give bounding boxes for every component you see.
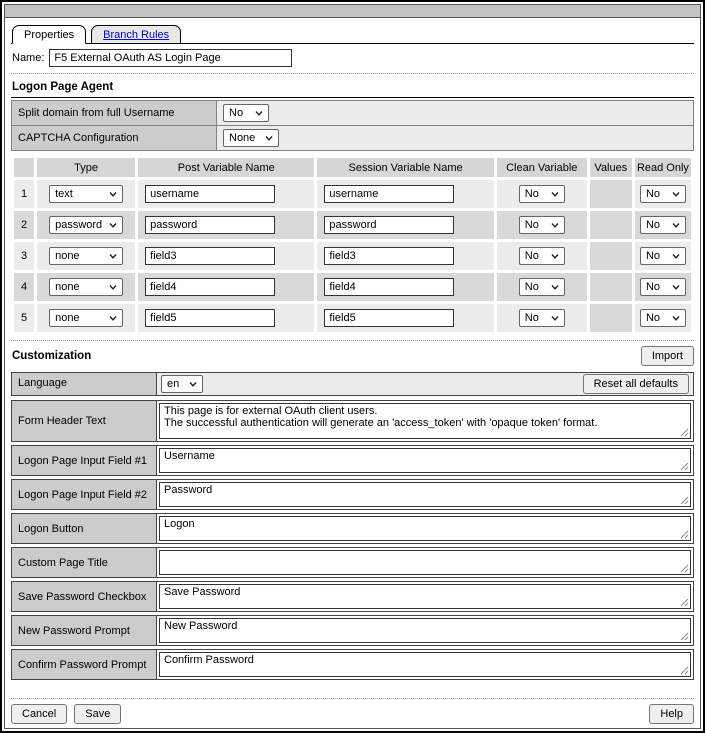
post-variable-input-2[interactable] bbox=[145, 216, 275, 234]
values-cell bbox=[590, 304, 632, 332]
chevron-down-icon bbox=[255, 107, 263, 119]
table-row bbox=[14, 242, 691, 270]
custom-page-title-textarea[interactable] bbox=[159, 550, 691, 575]
select-value: No bbox=[645, 281, 660, 293]
post-variable-input-3[interactable] bbox=[145, 247, 275, 265]
field-label: Logon Button bbox=[12, 514, 157, 543]
row-number: 3 bbox=[14, 242, 34, 270]
select-value: No bbox=[524, 219, 539, 231]
customization-row bbox=[11, 445, 694, 476]
save-password-checkbox-textarea[interactable] bbox=[159, 584, 691, 609]
customization-row bbox=[11, 400, 694, 442]
cancel-button[interactable]: Cancel bbox=[11, 704, 67, 724]
type-select-3[interactable] bbox=[49, 247, 123, 265]
customization-title: Customization bbox=[12, 350, 92, 362]
field-label: Save Password Checkbox bbox=[12, 582, 157, 611]
values-cell bbox=[590, 242, 632, 270]
row-number: 2 bbox=[14, 211, 34, 239]
session-variable-input-3[interactable] bbox=[324, 247, 454, 265]
logon-input-field-1-textarea[interactable] bbox=[159, 448, 691, 473]
select-value: none bbox=[55, 250, 80, 262]
logon-input-field-2-textarea[interactable] bbox=[159, 482, 691, 507]
chevron-down-icon bbox=[265, 132, 273, 144]
col-header-num bbox=[14, 158, 34, 177]
clean-variable-select-4[interactable] bbox=[519, 278, 565, 296]
separator bbox=[11, 340, 694, 341]
reset-all-defaults-button[interactable]: Reset all defaults bbox=[583, 374, 689, 394]
chevron-down-icon bbox=[109, 219, 117, 231]
chevron-down-icon bbox=[109, 250, 117, 262]
language-label: Language bbox=[12, 373, 157, 395]
col-header-post-variable: Post Variable Name bbox=[138, 158, 314, 177]
post-variable-input-4[interactable] bbox=[145, 278, 275, 296]
customization-row bbox=[11, 581, 694, 612]
split-domain-select[interactable] bbox=[223, 104, 269, 122]
session-variable-input-4[interactable] bbox=[324, 278, 454, 296]
help-button[interactable]: Help bbox=[649, 704, 694, 724]
select-value: No bbox=[645, 219, 660, 231]
resize-handle-icon[interactable] bbox=[680, 632, 689, 641]
col-header-session-variable: Session Variable Name bbox=[317, 158, 493, 177]
resize-handle-icon[interactable] bbox=[680, 428, 689, 437]
field-label: Confirm Password Prompt bbox=[12, 650, 157, 679]
post-variable-input-1[interactable] bbox=[145, 185, 275, 203]
field-label: Logon Page Input Field #1 bbox=[12, 446, 157, 475]
table-row bbox=[14, 180, 691, 208]
name-input[interactable] bbox=[49, 49, 292, 67]
row-number: 1 bbox=[14, 180, 34, 208]
clean-variable-select-2[interactable] bbox=[519, 216, 565, 234]
values-cell bbox=[590, 180, 632, 208]
select-value: password bbox=[55, 219, 103, 231]
select-value: No bbox=[524, 250, 539, 262]
name-label: Name: bbox=[12, 52, 45, 64]
field-label: Logon Page Input Field #2 bbox=[12, 480, 157, 509]
select-value: No bbox=[229, 107, 244, 119]
select-value: none bbox=[55, 281, 80, 293]
tab-branch-rules[interactable] bbox=[91, 25, 181, 44]
read-only-select-4[interactable] bbox=[640, 278, 686, 296]
select-value: none bbox=[55, 312, 80, 324]
select-value: No bbox=[524, 188, 539, 200]
customization-row bbox=[11, 649, 694, 680]
form-header-text-textarea[interactable] bbox=[159, 403, 691, 439]
read-only-select-2[interactable] bbox=[640, 216, 686, 234]
table-row bbox=[14, 211, 691, 239]
chevron-down-icon bbox=[672, 188, 680, 200]
col-header-read-only: Read Only bbox=[635, 158, 691, 177]
session-variable-input-5[interactable] bbox=[324, 309, 454, 327]
values-cell bbox=[590, 273, 632, 301]
separator bbox=[11, 73, 694, 74]
tab-bar bbox=[11, 22, 694, 44]
customization-row bbox=[11, 513, 694, 544]
chevron-down-icon bbox=[551, 312, 559, 324]
chevron-down-icon bbox=[109, 281, 117, 293]
language-select[interactable] bbox=[161, 375, 203, 393]
window-titlebar bbox=[5, 5, 700, 18]
select-value: No bbox=[645, 250, 660, 262]
split-domain-label: Split domain from full Username bbox=[12, 101, 217, 126]
select-value: No bbox=[645, 312, 660, 324]
read-only-select-5[interactable] bbox=[640, 309, 686, 327]
resize-handle-icon[interactable] bbox=[680, 530, 689, 539]
read-only-select-3[interactable] bbox=[640, 247, 686, 265]
row-number: 5 bbox=[14, 304, 34, 332]
resize-handle-icon[interactable] bbox=[680, 564, 689, 573]
select-value: None bbox=[229, 132, 256, 144]
resize-handle-icon[interactable] bbox=[680, 462, 689, 471]
col-header-clean-variable: Clean Variable bbox=[497, 158, 587, 177]
customization-row bbox=[11, 547, 694, 578]
resize-handle-icon[interactable] bbox=[680, 666, 689, 675]
chevron-down-icon bbox=[109, 188, 117, 200]
chevron-down-icon bbox=[672, 312, 680, 324]
table-row bbox=[14, 304, 691, 332]
tab-properties[interactable] bbox=[12, 25, 86, 44]
clean-variable-select-3[interactable] bbox=[519, 247, 565, 265]
col-header-values: Values bbox=[590, 158, 632, 177]
import-button[interactable]: Import bbox=[641, 346, 694, 366]
table-row bbox=[12, 126, 694, 151]
chevron-down-icon bbox=[672, 281, 680, 293]
post-variable-input-5[interactable] bbox=[145, 309, 275, 327]
read-only-select-1[interactable] bbox=[640, 185, 686, 203]
select-value: No bbox=[645, 188, 660, 200]
resize-handle-icon[interactable] bbox=[680, 496, 689, 505]
footer-bar bbox=[11, 698, 694, 728]
logon-page-agent-title: Logon Page Agent bbox=[11, 79, 694, 98]
confirm-password-prompt-textarea[interactable] bbox=[159, 652, 691, 677]
save-button[interactable]: Save bbox=[74, 704, 121, 724]
chevron-down-icon bbox=[189, 378, 197, 390]
tab-branch-rules-link[interactable]: Branch Rules bbox=[103, 29, 170, 41]
field-label: New Password Prompt bbox=[12, 616, 157, 645]
select-value: text bbox=[55, 188, 73, 200]
captcha-config-label: CAPTCHA Configuration bbox=[12, 126, 217, 151]
select-value: No bbox=[524, 312, 539, 324]
field-label: Custom Page Title bbox=[12, 548, 157, 577]
chevron-down-icon bbox=[109, 312, 117, 324]
chevron-down-icon bbox=[551, 219, 559, 231]
clean-variable-select-1[interactable] bbox=[519, 185, 565, 203]
col-header-type: Type bbox=[37, 158, 135, 177]
clean-variable-select-5[interactable] bbox=[519, 309, 565, 327]
row-number: 4 bbox=[14, 273, 34, 301]
customization-row bbox=[11, 615, 694, 646]
name-row bbox=[12, 49, 694, 67]
type-select-4[interactable] bbox=[49, 278, 123, 296]
table-header-row bbox=[14, 158, 691, 177]
type-select-1[interactable] bbox=[49, 185, 123, 203]
type-select-2[interactable] bbox=[49, 216, 123, 234]
tab-properties-label: Properties bbox=[24, 29, 75, 41]
chevron-down-icon bbox=[672, 250, 680, 262]
chevron-down-icon bbox=[672, 219, 680, 231]
new-password-prompt-textarea[interactable] bbox=[159, 618, 691, 643]
table-row bbox=[14, 273, 691, 301]
select-value: No bbox=[524, 281, 539, 293]
logon-fields-table bbox=[11, 155, 694, 335]
field-label: Form Header Text bbox=[12, 401, 157, 441]
type-select-5[interactable] bbox=[49, 309, 123, 327]
values-cell bbox=[590, 211, 632, 239]
logon-button-textarea[interactable] bbox=[159, 516, 691, 541]
session-variable-input-1[interactable] bbox=[324, 185, 454, 203]
logon-page-agent-table bbox=[11, 100, 694, 151]
select-value: en bbox=[167, 378, 180, 390]
customization-row bbox=[11, 479, 694, 510]
chevron-down-icon bbox=[551, 188, 559, 200]
chevron-down-icon bbox=[551, 281, 559, 293]
chevron-down-icon bbox=[551, 250, 559, 262]
table-row bbox=[12, 101, 694, 126]
captcha-config-select[interactable] bbox=[223, 129, 279, 147]
resize-handle-icon[interactable] bbox=[680, 598, 689, 607]
session-variable-input-2[interactable] bbox=[324, 216, 454, 234]
language-row bbox=[11, 372, 694, 396]
